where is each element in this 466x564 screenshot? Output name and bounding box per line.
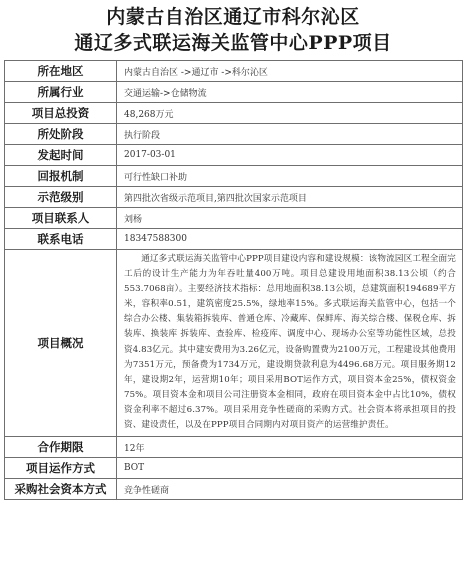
label-operation-mode: 项目运作方式: [5, 458, 117, 479]
row-operation-mode: [5, 458, 463, 479]
label-return-mechanism: 回报机制: [5, 166, 117, 187]
value-contact: 刘杨: [117, 208, 463, 229]
row-industry: [5, 82, 463, 103]
label-overview: 项目概况: [5, 250, 117, 437]
title-line-2: 通辽多式联运海关监管中心PPP项目: [74, 32, 392, 54]
title-line-1: 内蒙古自治区通辽市科尔沁区: [106, 6, 360, 28]
project-info-table: [4, 60, 463, 500]
row-investment: [5, 103, 463, 124]
value-operation-mode: BOT: [117, 458, 463, 479]
value-procurement: 竞争性磋商: [117, 479, 463, 500]
row-contact: [5, 208, 463, 229]
row-procurement: [5, 479, 463, 500]
label-contact: 项目联系人: [5, 208, 117, 229]
value-start-date: 2017-03-01: [117, 145, 463, 166]
row-region: [5, 61, 463, 82]
value-return-mechanism: 可行性缺口补助: [117, 166, 463, 187]
value-demo-level: 第四批次省级示范项目,第四批次国家示范项目: [117, 187, 463, 208]
label-demo-level: 示范级别: [5, 187, 117, 208]
row-demo-level: [5, 187, 463, 208]
label-investment: 项目总投资: [5, 103, 117, 124]
value-phone: 18347588300: [117, 229, 463, 250]
row-start-date: [5, 145, 463, 166]
value-term: 12年: [117, 437, 463, 458]
value-stage: 执行阶段: [117, 124, 463, 145]
value-overview: 通辽多式联运海关监管中心PPP项目建设内容和建设规模：该物流园区工程全面完工后的设计生产能力为年吞吐量400万吨。项目总建设用地面积38.13公顷（约合553.7068亩）。主要经济技术指标：总用地面积38.13公顷，总建筑面积194689平方米，容积率0.51，建筑密度25.5%，绿地率15%。多式联运海关监管中心，包括一个综合办公楼、集装箱拆装库、普通仓库、冷藏库、保鲜库、海关综合楼、保税仓库、拆装库、换装库 拆装库、查验库、检疫库、调度中心、现场办公室等功能性区域，总投资4.83亿元。其中建安费用为3.26亿元，设备购置费为2100万元，工程建设其他费用为7351万元，预备费为1734万元，建设期贷款利息为4496.68万元。项目服务期12年，建设期2年，运营期10年；项目采用BOT运作方式，项目资本金25%，债权资金75%。项目资本金和项目公司注册资本金相同，政府在项目资本金中占比10%，债权资金利率不超过6.37%。项目采用竞争性磋商的采购方式。社会资本将承担项目的投资、建设责任，以及在PPP项目合同期内对项目资产的运营维护责任。: [117, 250, 463, 437]
row-term: [5, 437, 463, 458]
label-industry: 所属行业: [5, 82, 117, 103]
row-stage: [5, 124, 463, 145]
row-phone: [5, 229, 463, 250]
label-region: 所在地区: [5, 61, 117, 82]
label-stage: 所处阶段: [5, 124, 117, 145]
row-overview: [5, 250, 463, 437]
label-start-date: 发起时间: [5, 145, 117, 166]
value-region: 内蒙古自治区 ->通辽市 ->科尔沁区: [117, 61, 463, 82]
label-phone: 联系电话: [5, 229, 117, 250]
value-industry: 交通运输->仓储物流: [117, 82, 463, 103]
label-procurement: 采购社会资本方式: [5, 479, 117, 500]
value-investment: 48,268万元: [117, 103, 463, 124]
row-return-mechanism: [5, 166, 463, 187]
label-term: 合作期限: [5, 437, 117, 458]
